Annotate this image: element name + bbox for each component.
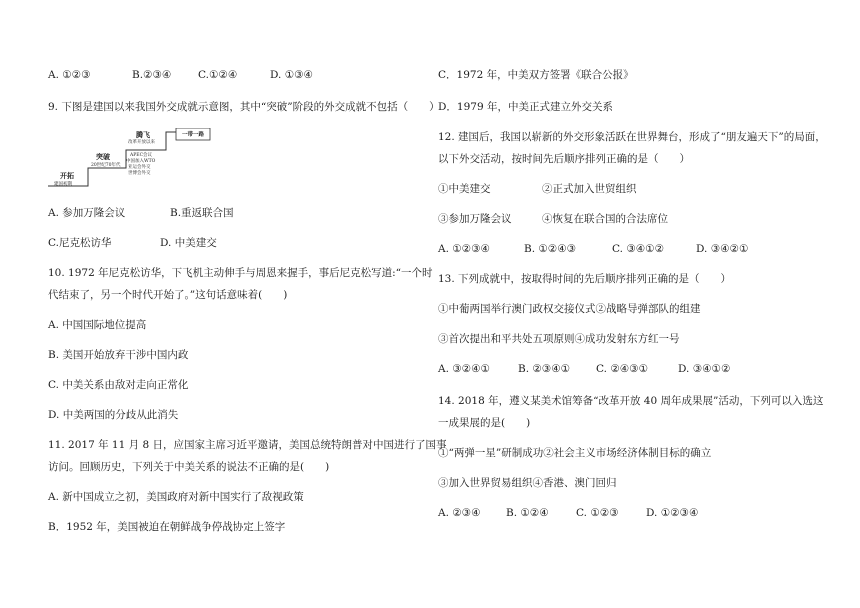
q11-stem-line1: 11. 2017 年 11 月 8 日，应国家主席习近平邀请，美国总统特朗普对中国进行了国事 [48,439,447,451]
q14-option-a[interactable]: A. ②③④ [438,507,481,519]
q14-stem-line2: 一成果展的是( ) [438,417,531,429]
diplomacy-staircase-diagram [48,128,248,190]
q14-items-line2: ③加入世界贸易组织④香港、澳门回归 [438,477,617,489]
step-1-title: 开拓 [60,171,74,180]
q12-option-d[interactable]: D. ③④②① [696,243,749,255]
step-3-sub: 改革开放以来 [128,140,155,145]
q11-option-d[interactable]: D．1979 年，中美正式建立外交关系 [438,101,613,113]
q11-option-c[interactable]: C．1972 年，中美双方签署《联合公报》 [438,69,634,81]
q10-stem-line2: 代结束了，另一个时代开始了。”这句话意味着( ) [48,289,288,301]
q13-options [438,362,730,376]
q9-option-a[interactable]: A. 参加万隆会议 [48,207,126,219]
q13-option-c[interactable]: C. ②④③① [596,363,648,375]
q11-option-a[interactable]: A. 新中国成立之初，美国政府对新中国实行了敌视政策 [48,491,304,503]
q14-options [438,506,698,520]
q12-items-row2 [438,212,668,226]
q13-option-a[interactable]: A. ③②④① [438,363,490,375]
q9-option-c[interactable]: C.尼克松访华 [48,237,112,249]
q12-item-1: ①中美建交 [438,183,491,195]
q9-option-d[interactable]: D. 中美建交 [160,237,217,249]
step-3-item-3: 亚运会外交 [128,165,151,170]
q10-option-d[interactable]: D. 中美两国的分歧从此消失 [48,409,179,421]
q12-option-c[interactable]: C. ③④①② [612,243,664,255]
q9-options-row2 [48,236,217,250]
q9-options-row1 [48,206,234,220]
q9-stem: 9. 下图是建国以来我国外交成就示意图，其中“突破”阶段的外交成就不包括（ ） [48,101,440,113]
q8-option-a[interactable]: A. ①②③ [48,69,91,81]
q12-items-row1 [438,182,637,196]
q13-items-line2: ③首次提出和平共处五项原则④成功发射东方红一号 [438,333,680,345]
step-3-item-2: 中国加入WTO [126,159,156,164]
q10-stem-line1: 10. 1972 年尼克松访华，下飞机主动伸手与周恩来握手，事后尼克松写道:“一个时 [48,267,433,279]
q12-stem-line2: 以下外交活动，按时间先后顺序排列正确的是（ ） [438,153,690,165]
q14-option-b[interactable]: B. ①②④ [506,507,549,519]
q14-stem-line1: 14. 2018 年，遵义某美术馆筹备“改革开放 40 周年成果展”活动，下列可以入选这 [438,395,824,407]
q13-items-line1: ①中葡两国举行澳门政权交接仪式②战略导弹部队的组建 [438,303,701,315]
step-3-item-1: APEC会议 [130,153,153,158]
q12-item-3: ③参加万隆会议 [438,213,512,225]
q12-option-b[interactable]: B. ①②④③ [524,243,577,255]
q11-stem-line2: 访问。回顾历史，下列关于中美关系的说法不正确的是( ) [48,461,330,473]
step-1-sub: 建国初期 [54,182,72,187]
step-3-title: 腾飞 [136,130,150,139]
q12-item-4: ④恢复在联合国的合法席位 [542,213,668,225]
q12-options [438,242,748,256]
q13-option-d[interactable]: D. ③④①② [678,363,731,375]
q8-options [48,68,313,82]
step-2-title: 突破 [96,152,110,161]
q13-stem: 13. 下列成就中，按取得时间的先后顺序排列正确的是（ ） [438,273,732,285]
q11-option-b[interactable]: B．1952 年，美国被迫在朝鲜战争停战协定上签字 [48,521,286,533]
q10-option-b[interactable]: B. 美国开始放弃干涉中国内政 [48,349,189,361]
q8-option-c[interactable]: C.①②④ [198,69,238,81]
q10-option-a[interactable]: A. 中国国际地位提高 [48,319,147,331]
q8-option-b[interactable]: B.②③④ [132,69,172,81]
q12-stem-line1: 12. 建国后，我国以崭新的外交形象活跃在世界舞台，形成了“朋友遍天下”的局面， [438,131,826,143]
step-3-item-4: 世博会外交 [128,171,151,176]
q12-option-a[interactable]: A. ①②③④ [438,243,490,255]
q12-item-2: ②正式加入世贸组织 [542,183,637,195]
q10-option-c[interactable]: C. 中美关系由敌对走向正常化 [48,379,189,391]
q14-option-d[interactable]: D. ①②③④ [646,507,699,519]
q9-option-b[interactable]: B.重返联合国 [170,207,234,219]
step-2-sub: 20世纪70年代 [91,163,121,168]
q8-option-d[interactable]: D. ①③④ [270,69,313,81]
q14-option-c[interactable]: C. ①②③ [576,507,619,519]
step-4-title: 一带一路 [182,132,205,138]
q14-items-line1: ①“两弹一星”研制成功②社会主义市场经济体制目标的确立 [438,447,712,459]
q13-option-b[interactable]: B. ②③④① [518,363,571,375]
